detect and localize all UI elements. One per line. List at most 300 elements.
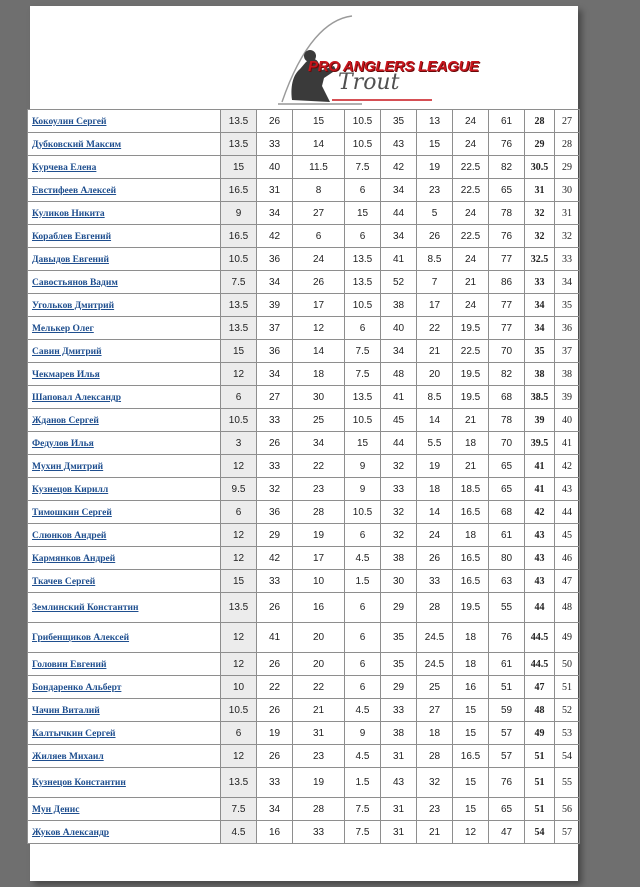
score-cell: 24 (453, 294, 489, 317)
score-cell: 10 (293, 570, 345, 593)
angler-name-cell (28, 547, 221, 570)
score-cell: 70 (489, 340, 525, 363)
place-cell: 37 (555, 340, 580, 363)
score-cell: 6 (221, 386, 257, 409)
score-cell: 6 (345, 623, 381, 653)
place-cell: 33 (555, 248, 580, 271)
score-cell: 16 (453, 676, 489, 699)
score-cell: 33 (381, 699, 417, 722)
score-cell: 4.5 (345, 745, 381, 768)
table-row (28, 294, 580, 317)
score-cell: 38 (381, 547, 417, 570)
score-cell: 27 (417, 699, 453, 722)
score-cell: 17 (417, 294, 453, 317)
angler-name-cell (28, 768, 221, 798)
table-row (28, 455, 580, 478)
total-points-cell: 32 (525, 225, 555, 248)
score-cell: 19.5 (453, 317, 489, 340)
table-row (28, 409, 580, 432)
score-cell: 43 (381, 768, 417, 798)
score-cell: 6 (345, 179, 381, 202)
score-cell: 36 (257, 501, 293, 524)
score-cell: 61 (489, 653, 525, 676)
score-cell: 28 (293, 501, 345, 524)
score-cell: 22 (293, 676, 345, 699)
angler-name-link[interactable]: Бондаренко Альберт (32, 682, 122, 693)
score-cell: 15 (345, 202, 381, 225)
place-cell: 48 (555, 593, 580, 623)
score-cell: 14 (293, 340, 345, 363)
score-cell: 13.5 (221, 317, 257, 340)
score-cell: 14 (417, 501, 453, 524)
score-cell: 65 (489, 179, 525, 202)
score-cell: 22.5 (453, 225, 489, 248)
score-cell: 25 (293, 409, 345, 432)
score-cell: 16 (293, 593, 345, 623)
score-cell: 1.5 (345, 768, 381, 798)
table-row (28, 653, 580, 676)
table-row (28, 432, 580, 455)
score-cell: 10.5 (345, 294, 381, 317)
angler-name-cell (28, 202, 221, 225)
angler-name-link[interactable]: Кармянков Андрей (32, 553, 116, 564)
score-cell: 7.5 (345, 156, 381, 179)
total-points-cell: 41 (525, 478, 555, 501)
score-cell: 33 (417, 570, 453, 593)
place-cell: 35 (555, 294, 580, 317)
angler-name-link[interactable]: Давыдов Евгений (32, 254, 109, 265)
total-points-cell: 32 (525, 202, 555, 225)
angler-name-cell (28, 156, 221, 179)
score-cell: 18 (293, 363, 345, 386)
place-cell: 52 (555, 699, 580, 722)
score-cell: 37 (257, 317, 293, 340)
score-cell: 30 (293, 386, 345, 409)
angler-name-cell (28, 248, 221, 271)
score-cell: 34 (257, 271, 293, 294)
place-cell: 42 (555, 455, 580, 478)
score-cell: 12 (221, 455, 257, 478)
score-cell: 31 (293, 722, 345, 745)
total-points-cell: 43 (525, 570, 555, 593)
table-row (28, 317, 580, 340)
score-cell: 34 (257, 798, 293, 821)
score-cell: 11.5 (293, 156, 345, 179)
angler-name-link[interactable]: Кузнецов Кирилл (32, 484, 109, 495)
score-cell: 3 (221, 432, 257, 455)
score-cell: 7 (417, 271, 453, 294)
score-cell: 40 (257, 156, 293, 179)
score-cell: 44 (381, 202, 417, 225)
score-cell: 22 (417, 317, 453, 340)
total-points-cell: 43 (525, 524, 555, 547)
score-cell: 16.5 (453, 570, 489, 593)
angler-name-link[interactable]: Жданов Сергей (32, 415, 99, 426)
place-cell: 55 (555, 768, 580, 798)
place-cell: 50 (555, 653, 580, 676)
score-cell: 42 (381, 156, 417, 179)
score-cell: 15 (453, 798, 489, 821)
score-cell: 80 (489, 547, 525, 570)
total-points-cell: 34 (525, 294, 555, 317)
score-cell: 12 (221, 524, 257, 547)
score-cell: 26 (257, 653, 293, 676)
angler-name-cell (28, 386, 221, 409)
score-cell: 34 (293, 432, 345, 455)
angler-name-link[interactable]: Слюнков Андрей (32, 530, 107, 541)
place-cell: 56 (555, 798, 580, 821)
score-cell: 26 (417, 225, 453, 248)
total-points-cell: 39 (525, 409, 555, 432)
score-cell: 10.5 (345, 133, 381, 156)
angler-name-link[interactable]: Угольков Дмитрий (32, 300, 115, 311)
angler-name-cell (28, 699, 221, 722)
angler-name-cell (28, 225, 221, 248)
score-cell: 7.5 (345, 798, 381, 821)
angler-name-link[interactable]: Кораблев Евгений (32, 231, 112, 242)
angler-name-cell (28, 821, 221, 844)
score-cell: 59 (489, 699, 525, 722)
score-cell: 41 (381, 248, 417, 271)
score-cell: 8.5 (417, 248, 453, 271)
score-cell: 33 (257, 455, 293, 478)
angler-name-cell (28, 432, 221, 455)
table-row (28, 248, 580, 271)
score-cell: 77 (489, 317, 525, 340)
score-cell: 78 (489, 202, 525, 225)
angler-name-link[interactable]: Ткачев Сергей (32, 576, 96, 587)
score-cell: 34 (381, 340, 417, 363)
angler-name-link[interactable]: Жиляев Михаил (32, 751, 104, 762)
score-cell: 13.5 (221, 133, 257, 156)
score-cell: 9 (345, 455, 381, 478)
score-cell: 22.5 (453, 340, 489, 363)
score-cell: 40 (381, 317, 417, 340)
score-cell: 28 (293, 798, 345, 821)
score-cell: 1.5 (345, 570, 381, 593)
score-cell: 24.5 (417, 623, 453, 653)
score-cell: 61 (489, 110, 525, 133)
score-cell: 7.5 (345, 363, 381, 386)
score-cell: 26 (257, 110, 293, 133)
score-cell: 26 (257, 432, 293, 455)
score-cell: 18 (453, 524, 489, 547)
score-cell: 27 (293, 202, 345, 225)
score-cell: 10.5 (221, 248, 257, 271)
score-cell: 16.5 (453, 547, 489, 570)
place-cell: 40 (555, 409, 580, 432)
score-cell: 10.5 (221, 409, 257, 432)
angler-name-link[interactable]: Курчева Елена (32, 162, 97, 173)
score-cell: 15 (453, 722, 489, 745)
score-cell: 4.5 (345, 699, 381, 722)
total-points-cell: 54 (525, 821, 555, 844)
score-cell: 27 (257, 386, 293, 409)
total-points-cell: 51 (525, 798, 555, 821)
score-cell: 36 (257, 340, 293, 363)
score-cell: 18.5 (453, 478, 489, 501)
table-row (28, 202, 580, 225)
total-points-cell: 51 (525, 745, 555, 768)
total-points-cell: 32.5 (525, 248, 555, 271)
results-table (27, 109, 580, 844)
table-row (28, 501, 580, 524)
score-cell: 24 (417, 524, 453, 547)
table-row (28, 722, 580, 745)
total-points-cell: 39.5 (525, 432, 555, 455)
angler-name-link[interactable]: Грибенщиков Алексей (32, 633, 130, 643)
score-cell: 26 (257, 699, 293, 722)
score-cell: 16 (257, 821, 293, 844)
angler-name-cell (28, 294, 221, 317)
score-cell: 68 (489, 386, 525, 409)
score-cell: 45 (381, 409, 417, 432)
table-row (28, 133, 580, 156)
angler-name-link[interactable]: Кузнецов Константин (32, 778, 126, 788)
score-cell: 13 (417, 110, 453, 133)
score-cell: 33 (293, 821, 345, 844)
score-cell: 10.5 (345, 110, 381, 133)
total-points-cell: 29 (525, 133, 555, 156)
score-cell: 9 (345, 722, 381, 745)
score-cell: 9 (221, 202, 257, 225)
score-cell: 68 (489, 501, 525, 524)
table-row (28, 798, 580, 821)
place-cell: 28 (555, 133, 580, 156)
score-cell: 19.5 (453, 593, 489, 623)
angler-name-link[interactable]: Куликов Никита (32, 208, 105, 219)
score-cell: 39 (257, 294, 293, 317)
score-cell: 21 (453, 455, 489, 478)
score-cell: 32 (381, 524, 417, 547)
score-cell: 7.5 (221, 271, 257, 294)
score-cell: 18 (417, 478, 453, 501)
total-points-cell: 38 (525, 363, 555, 386)
score-cell: 65 (489, 478, 525, 501)
angler-name-link[interactable]: Калтычкин Сергей (32, 728, 116, 739)
score-cell: 18 (453, 623, 489, 653)
score-cell: 76 (489, 623, 525, 653)
place-cell: 31 (555, 202, 580, 225)
score-cell: 6 (221, 501, 257, 524)
score-cell: 82 (489, 363, 525, 386)
angler-name-cell (28, 340, 221, 363)
angler-name-cell (28, 409, 221, 432)
score-cell: 52 (381, 271, 417, 294)
angler-name-cell (28, 524, 221, 547)
score-cell: 24 (453, 248, 489, 271)
table-row (28, 110, 580, 133)
place-cell: 34 (555, 271, 580, 294)
score-cell: 43 (381, 133, 417, 156)
score-cell: 17 (293, 547, 345, 570)
total-points-cell: 43 (525, 547, 555, 570)
place-cell: 38 (555, 363, 580, 386)
place-cell: 43 (555, 478, 580, 501)
score-cell: 77 (489, 248, 525, 271)
score-cell: 23 (417, 798, 453, 821)
score-cell: 33 (257, 133, 293, 156)
score-cell: 6 (293, 225, 345, 248)
score-cell: 20 (293, 653, 345, 676)
score-cell: 35 (381, 110, 417, 133)
place-cell: 44 (555, 501, 580, 524)
score-cell: 65 (489, 455, 525, 478)
score-cell: 14 (293, 133, 345, 156)
score-cell: 10 (221, 676, 257, 699)
total-points-cell: 44.5 (525, 623, 555, 653)
score-cell: 18 (453, 653, 489, 676)
place-cell: 27 (555, 110, 580, 133)
score-cell: 7.5 (345, 821, 381, 844)
score-cell: 65 (489, 798, 525, 821)
table-row (28, 676, 580, 699)
score-cell: 19.5 (453, 363, 489, 386)
score-cell: 32 (257, 478, 293, 501)
table-row (28, 623, 580, 653)
score-cell: 28 (417, 745, 453, 768)
score-cell: 13.5 (221, 110, 257, 133)
score-cell: 31 (381, 821, 417, 844)
score-cell: 35 (381, 623, 417, 653)
angler-name-cell (28, 478, 221, 501)
score-cell: 48 (381, 363, 417, 386)
table-row (28, 570, 580, 593)
table-row (28, 386, 580, 409)
angler-name-link[interactable]: Кокоулин Сергей (32, 116, 107, 127)
angler-name-link[interactable]: Головин Евгений (32, 659, 107, 670)
total-points-cell: 44 (525, 593, 555, 623)
score-cell: 15 (221, 156, 257, 179)
table-row (28, 340, 580, 363)
place-cell: 45 (555, 524, 580, 547)
score-cell: 34 (381, 225, 417, 248)
score-cell: 22.5 (453, 156, 489, 179)
angler-name-cell (28, 455, 221, 478)
table-row (28, 179, 580, 202)
score-cell: 4.5 (221, 821, 257, 844)
angler-name-link[interactable]: Мухин Дмитрий (32, 461, 104, 472)
table-row (28, 745, 580, 768)
angler-name-link[interactable]: Федулов Илья (32, 438, 94, 449)
score-cell: 29 (381, 676, 417, 699)
total-points-cell: 34 (525, 317, 555, 340)
angler-name-link[interactable]: Савин Дмитрий (32, 346, 102, 357)
score-cell: 24 (453, 202, 489, 225)
total-points-cell: 38.5 (525, 386, 555, 409)
angler-name-link[interactable]: Шаповал Александр (32, 392, 122, 403)
score-cell: 70 (489, 432, 525, 455)
score-cell: 19 (257, 722, 293, 745)
angler-name-link[interactable]: Жуков Александр (32, 827, 110, 838)
score-cell: 22 (293, 455, 345, 478)
place-cell: 36 (555, 317, 580, 340)
angler-name-link[interactable]: Дубковский Максим (32, 139, 122, 150)
score-cell: 22.5 (453, 179, 489, 202)
score-cell: 20 (417, 363, 453, 386)
place-cell: 41 (555, 432, 580, 455)
angler-name-cell (28, 653, 221, 676)
score-cell: 26 (257, 593, 293, 623)
score-cell: 6 (345, 225, 381, 248)
table-row (28, 363, 580, 386)
score-cell: 24.5 (417, 653, 453, 676)
angler-name-link[interactable]: Чачин Виталий (32, 705, 100, 716)
score-cell: 12 (221, 623, 257, 653)
angler-name-cell (28, 570, 221, 593)
score-cell: 15 (453, 699, 489, 722)
score-cell: 86 (489, 271, 525, 294)
angler-name-link[interactable]: Мелькер Олег (32, 323, 94, 334)
place-cell: 30 (555, 179, 580, 202)
score-cell: 6 (345, 676, 381, 699)
score-cell: 16.5 (453, 745, 489, 768)
angler-name-cell (28, 363, 221, 386)
score-cell: 7.5 (221, 798, 257, 821)
score-cell: 13.5 (221, 768, 257, 798)
score-cell: 33 (257, 570, 293, 593)
angler-name-cell (28, 179, 221, 202)
score-cell: 23 (293, 745, 345, 768)
pro-anglers-league-logo (242, 14, 479, 106)
score-cell: 15 (453, 768, 489, 798)
score-cell: 15 (345, 432, 381, 455)
place-cell: 29 (555, 156, 580, 179)
table-row (28, 699, 580, 722)
total-points-cell: 51 (525, 768, 555, 798)
score-cell: 25 (417, 676, 453, 699)
score-cell: 12 (221, 547, 257, 570)
angler-name-link[interactable]: Савостьянов Вадим (32, 277, 118, 288)
score-cell: 16.5 (221, 179, 257, 202)
score-cell: 4.5 (345, 547, 381, 570)
score-cell: 31 (257, 179, 293, 202)
score-cell: 31 (381, 745, 417, 768)
score-cell: 15 (293, 110, 345, 133)
angler-name-link[interactable]: Чекмарев Илья (32, 369, 100, 380)
score-cell: 13.5 (221, 294, 257, 317)
score-cell: 18 (417, 722, 453, 745)
total-points-cell: 30.5 (525, 156, 555, 179)
angler-name-link[interactable]: Мун Денис (32, 804, 80, 815)
place-cell: 51 (555, 676, 580, 699)
score-cell: 6 (345, 317, 381, 340)
score-cell: 26 (417, 547, 453, 570)
place-cell: 57 (555, 821, 580, 844)
angler-name-link[interactable]: Тимошкин Сергей (32, 507, 112, 518)
score-cell: 15 (221, 570, 257, 593)
table-row (28, 593, 580, 623)
angler-name-link[interactable]: Землинский Константин (32, 603, 139, 613)
score-cell: 57 (489, 745, 525, 768)
score-cell: 41 (257, 623, 293, 653)
angler-name-cell (28, 623, 221, 653)
table-row (28, 821, 580, 844)
score-cell: 34 (381, 179, 417, 202)
score-cell: 16.5 (221, 225, 257, 248)
score-cell: 21 (417, 340, 453, 363)
score-cell: 9.5 (221, 478, 257, 501)
score-cell: 33 (257, 768, 293, 798)
total-points-cell: 48 (525, 699, 555, 722)
score-cell: 12 (221, 653, 257, 676)
score-cell: 24 (453, 133, 489, 156)
score-cell: 13.5 (345, 248, 381, 271)
score-cell: 76 (489, 225, 525, 248)
angler-name-link[interactable]: Евстифеев Алексей (32, 185, 117, 196)
score-cell: 33 (257, 409, 293, 432)
score-cell: 24 (293, 248, 345, 271)
